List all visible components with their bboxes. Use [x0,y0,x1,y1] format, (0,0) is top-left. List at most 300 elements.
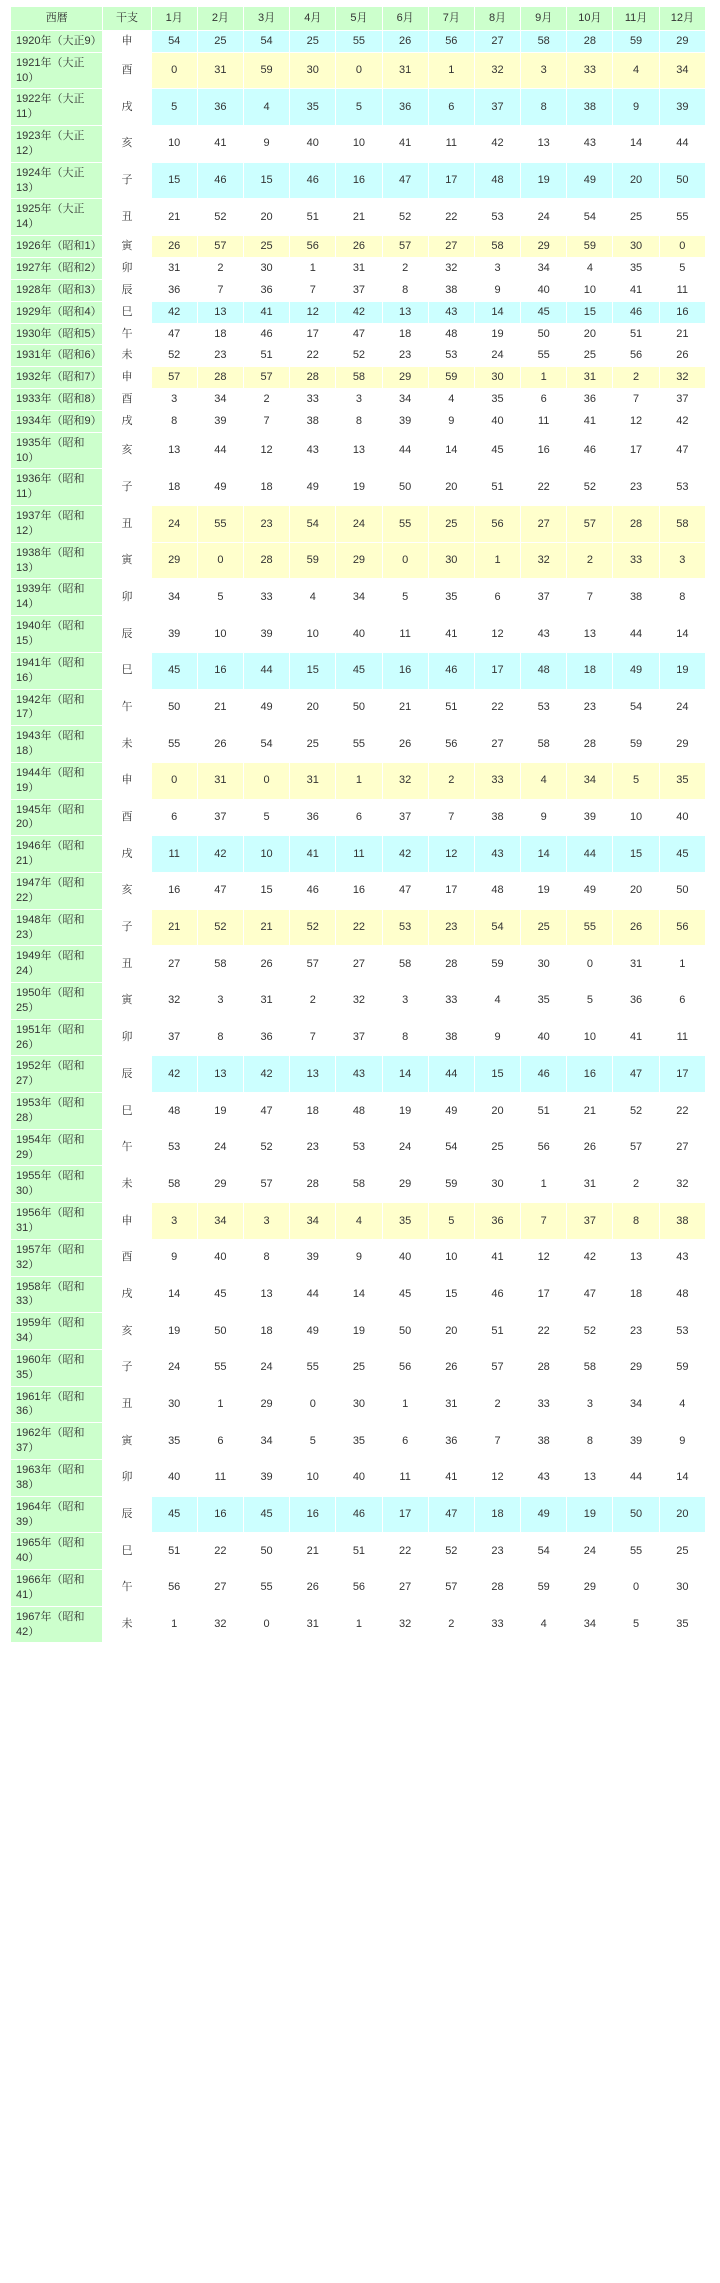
year-cell: 1934年（昭和9） [11,410,103,432]
month-value-cell: 42 [567,1239,613,1276]
month-value-cell: 5 [151,89,197,126]
month-value-cell: 46 [243,323,289,345]
month-value-cell: 9 [521,799,567,836]
month-value-cell: 52 [290,909,336,946]
eto-cell: 辰 [103,616,151,653]
month-value-cell: 22 [382,1533,428,1570]
year-cell: 1926年（昭和1） [11,236,103,258]
month-value-cell: 0 [197,542,243,579]
month-value-cell: 21 [567,1093,613,1130]
month-value-cell: 36 [290,799,336,836]
month-value-cell: 48 [521,652,567,689]
month-value-cell: 35 [336,1423,382,1460]
month-value-cell: 55 [613,1533,659,1570]
month-value-cell: 0 [567,946,613,983]
month-value-cell: 49 [567,162,613,199]
year-cell: 1942年（昭和17） [11,689,103,726]
month-value-cell: 42 [243,1056,289,1093]
month-value-cell: 15 [567,301,613,323]
eto-cell: 卯 [103,1019,151,1056]
month-value-cell: 31 [613,946,659,983]
eto-cell: 未 [103,1166,151,1203]
month-value-cell: 0 [243,1606,289,1643]
month-value-cell: 37 [382,799,428,836]
month-value-cell: 28 [567,726,613,763]
month-value-cell: 35 [659,762,705,799]
month-value-cell: 27 [197,1570,243,1607]
month-value-cell: 35 [382,1203,428,1240]
month-value-cell: 33 [567,52,613,89]
month-value-cell: 47 [659,432,705,469]
year-cell: 1946年（昭和21） [11,836,103,873]
month-value-cell: 22 [521,1313,567,1350]
month-value-cell: 50 [382,1313,428,1350]
month-value-cell: 16 [659,301,705,323]
eto-cell: 酉 [103,1239,151,1276]
month-value-cell: 47 [613,1056,659,1093]
month-value-cell: 15 [243,162,289,199]
month-value-cell: 47 [382,872,428,909]
month-value-cell: 17 [521,1276,567,1313]
month-value-cell: 44 [197,432,243,469]
eto-cell: 亥 [103,432,151,469]
month-value-cell: 22 [474,689,520,726]
eto-cell: 辰 [103,1496,151,1533]
month-value-cell: 5 [659,257,705,279]
month-value-cell: 51 [613,323,659,345]
month-value-cell: 17 [290,323,336,345]
month-value-cell: 27 [382,1570,428,1607]
column-header-0: 西暦 [11,7,103,31]
month-value-cell: 23 [428,909,474,946]
month-value-cell: 32 [521,542,567,579]
month-value-cell: 14 [474,301,520,323]
month-value-cell: 57 [474,1349,520,1386]
month-value-cell: 15 [428,1276,474,1313]
month-value-cell: 0 [336,52,382,89]
month-value-cell: 25 [290,726,336,763]
month-value-cell: 1 [197,1386,243,1423]
eto-cell: 戌 [103,836,151,873]
month-value-cell: 19 [521,162,567,199]
month-value-cell: 4 [290,579,336,616]
month-value-cell: 17 [428,162,474,199]
month-value-cell: 59 [567,236,613,258]
year-cell: 1933年（昭和8） [11,389,103,411]
month-value-cell: 13 [151,432,197,469]
month-value-cell: 1 [382,1386,428,1423]
month-value-cell: 55 [521,345,567,367]
month-value-cell: 23 [613,1313,659,1350]
month-value-cell: 13 [382,301,428,323]
month-value-cell: 58 [521,726,567,763]
month-value-cell: 36 [197,89,243,126]
month-value-cell: 31 [567,367,613,389]
month-value-cell: 32 [197,1606,243,1643]
month-value-cell: 43 [290,432,336,469]
month-value-cell: 10 [567,1019,613,1056]
month-value-cell: 27 [151,946,197,983]
month-value-cell: 3 [336,389,382,411]
month-value-cell: 55 [290,1349,336,1386]
month-value-cell: 6 [659,983,705,1020]
month-value-cell: 52 [197,199,243,236]
year-cell: 1930年（昭和5） [11,323,103,345]
month-value-cell: 58 [336,367,382,389]
year-cell: 1929年（昭和4） [11,301,103,323]
month-value-cell: 21 [197,689,243,726]
month-value-cell: 4 [613,52,659,89]
month-value-cell: 30 [290,52,336,89]
month-value-cell: 17 [659,1056,705,1093]
month-value-cell: 59 [613,726,659,763]
month-value-cell: 56 [382,1349,428,1386]
month-value-cell: 36 [613,983,659,1020]
month-value-cell: 22 [197,1533,243,1570]
month-value-cell: 58 [567,1349,613,1386]
month-value-cell: 15 [151,162,197,199]
month-value-cell: 5 [567,983,613,1020]
table-row [11,301,706,323]
month-value-cell: 3 [521,52,567,89]
month-value-cell: 52 [336,345,382,367]
month-value-cell: 33 [290,389,336,411]
month-value-cell: 36 [382,89,428,126]
eto-cell: 亥 [103,872,151,909]
month-value-cell: 42 [659,410,705,432]
month-value-cell: 28 [290,1166,336,1203]
year-cell: 1953年（昭和28） [11,1093,103,1130]
month-value-cell: 14 [382,1056,428,1093]
month-value-cell: 26 [197,726,243,763]
month-value-cell: 15 [290,652,336,689]
year-cell: 1921年（大正10） [11,52,103,89]
month-value-cell: 3 [567,1386,613,1423]
month-value-cell: 4 [659,1386,705,1423]
month-value-cell: 24 [382,1129,428,1166]
month-value-cell: 49 [290,1313,336,1350]
month-value-cell: 13 [613,1239,659,1276]
month-value-cell: 7 [521,1203,567,1240]
month-value-cell: 20 [243,199,289,236]
eto-cell: 申 [103,30,151,52]
month-value-cell: 16 [151,872,197,909]
month-value-cell: 22 [521,469,567,506]
eto-cell: 子 [103,469,151,506]
month-value-cell: 26 [290,1570,336,1607]
table-row [11,983,706,1020]
month-value-cell: 1 [290,257,336,279]
month-value-cell: 18 [290,1093,336,1130]
month-value-cell: 36 [567,389,613,411]
month-value-cell: 11 [382,616,428,653]
month-value-cell: 19 [382,1093,428,1130]
month-value-cell: 50 [151,689,197,726]
year-cell: 1937年（昭和12） [11,506,103,543]
month-value-cell: 55 [243,1570,289,1607]
month-value-cell: 24 [474,345,520,367]
month-value-cell: 9 [659,1423,705,1460]
month-value-cell: 47 [567,1276,613,1313]
month-value-cell: 32 [659,1166,705,1203]
month-value-cell: 19 [151,1313,197,1350]
month-value-cell: 27 [474,30,520,52]
month-value-cell: 32 [151,983,197,1020]
month-value-cell: 8 [521,89,567,126]
month-value-cell: 0 [151,52,197,89]
month-value-cell: 12 [474,616,520,653]
month-value-cell: 46 [428,652,474,689]
month-value-cell: 13 [336,432,382,469]
month-value-cell: 17 [474,652,520,689]
month-value-cell: 10 [567,279,613,301]
month-value-cell: 11 [382,1459,428,1496]
month-value-cell: 50 [382,469,428,506]
eto-cell: 巳 [103,1533,151,1570]
month-value-cell: 26 [243,946,289,983]
month-value-cell: 16 [336,872,382,909]
month-value-cell: 41 [197,126,243,163]
year-cell: 1958年（昭和33） [11,1276,103,1313]
month-value-cell: 4 [567,257,613,279]
month-value-cell: 30 [659,1570,705,1607]
month-value-cell: 18 [243,469,289,506]
table-row [11,1239,706,1276]
month-value-cell: 52 [197,909,243,946]
month-value-cell: 23 [567,689,613,726]
year-cell: 1966年（昭和41） [11,1570,103,1607]
year-cell: 1961年（昭和36） [11,1386,103,1423]
month-value-cell: 34 [151,579,197,616]
column-header-8: 7月 [428,7,474,31]
month-value-cell: 53 [474,199,520,236]
month-value-cell: 25 [243,236,289,258]
month-value-cell: 51 [474,1313,520,1350]
month-value-cell: 51 [521,1093,567,1130]
month-value-cell: 27 [336,946,382,983]
year-cell: 1943年（昭和18） [11,726,103,763]
month-value-cell: 41 [243,301,289,323]
table-row [11,52,706,89]
month-value-cell: 12 [613,410,659,432]
month-value-cell: 9 [613,89,659,126]
month-value-cell: 0 [290,1386,336,1423]
month-value-cell: 25 [428,506,474,543]
column-header-5: 4月 [290,7,336,31]
month-value-cell: 1 [521,367,567,389]
month-value-cell: 47 [382,162,428,199]
month-value-cell: 35 [474,389,520,411]
month-value-cell: 42 [474,126,520,163]
month-value-cell: 30 [474,1166,520,1203]
eto-cell: 午 [103,323,151,345]
month-value-cell: 29 [382,367,428,389]
column-header-7: 6月 [382,7,428,31]
month-value-cell: 57 [382,236,428,258]
month-value-cell: 49 [567,872,613,909]
column-header-4: 3月 [243,7,289,31]
month-value-cell: 14 [659,1459,705,1496]
year-cell: 1956年（昭和31） [11,1203,103,1240]
month-value-cell: 52 [151,345,197,367]
month-value-cell: 20 [474,1093,520,1130]
month-value-cell: 8 [659,579,705,616]
eto-cell: 未 [103,1606,151,1643]
month-value-cell: 37 [336,1019,382,1056]
month-value-cell: 58 [659,506,705,543]
month-value-cell: 19 [336,1313,382,1350]
month-value-cell: 23 [290,1129,336,1166]
month-value-cell: 24 [659,689,705,726]
eto-cell: 戌 [103,89,151,126]
table-row [11,946,706,983]
month-value-cell: 24 [336,506,382,543]
month-value-cell: 56 [151,1570,197,1607]
table-row [11,126,706,163]
month-value-cell: 12 [474,1459,520,1496]
month-value-cell: 7 [474,1423,520,1460]
month-value-cell: 53 [428,345,474,367]
month-value-cell: 14 [613,126,659,163]
month-value-cell: 3 [382,983,428,1020]
month-value-cell: 52 [613,1093,659,1130]
month-value-cell: 48 [428,323,474,345]
month-value-cell: 13 [197,301,243,323]
year-cell: 1936年（昭和11） [11,469,103,506]
month-value-cell: 38 [474,799,520,836]
year-cell: 1952年（昭和27） [11,1056,103,1093]
month-value-cell: 54 [243,726,289,763]
month-value-cell: 59 [290,542,336,579]
month-value-cell: 50 [521,323,567,345]
month-value-cell: 37 [567,1203,613,1240]
month-value-cell: 52 [567,1313,613,1350]
month-value-cell: 7 [290,1019,336,1056]
month-value-cell: 44 [290,1276,336,1313]
month-value-cell: 53 [521,689,567,726]
month-value-cell: 55 [567,909,613,946]
month-value-cell: 51 [243,345,289,367]
year-cell: 1947年（昭和22） [11,872,103,909]
month-value-cell: 29 [613,1349,659,1386]
month-value-cell: 58 [151,1166,197,1203]
eto-cell: 寅 [103,236,151,258]
month-value-cell: 19 [521,872,567,909]
table-row [11,30,706,52]
year-cell: 1959年（昭和34） [11,1313,103,1350]
month-value-cell: 18 [474,1496,520,1533]
month-value-cell: 10 [428,1239,474,1276]
year-cell: 1945年（昭和20） [11,799,103,836]
month-value-cell: 7 [567,579,613,616]
month-value-cell: 25 [521,909,567,946]
eto-cell: 午 [103,689,151,726]
month-value-cell: 3 [659,542,705,579]
month-value-cell: 33 [474,1606,520,1643]
year-cell: 1928年（昭和3） [11,279,103,301]
month-value-cell: 49 [613,652,659,689]
month-value-cell: 14 [336,1276,382,1313]
month-value-cell: 12 [243,432,289,469]
table-row [11,542,706,579]
month-value-cell: 40 [521,1019,567,1056]
month-value-cell: 9 [474,279,520,301]
month-value-cell: 29 [659,726,705,763]
month-value-cell: 30 [474,367,520,389]
column-header-13: 12月 [659,7,705,31]
table-row [11,1423,706,1460]
month-value-cell: 3 [243,1203,289,1240]
month-value-cell: 55 [659,199,705,236]
eto-cell: 午 [103,1570,151,1607]
table-row [11,1019,706,1056]
month-value-cell: 45 [659,836,705,873]
month-value-cell: 16 [290,1496,336,1533]
month-value-cell: 31 [428,1386,474,1423]
month-value-cell: 11 [336,836,382,873]
month-value-cell: 48 [336,1093,382,1130]
month-value-cell: 24 [197,1129,243,1166]
month-value-cell: 5 [243,799,289,836]
month-value-cell: 25 [336,1349,382,1386]
month-value-cell: 18 [613,1276,659,1313]
month-value-cell: 45 [521,301,567,323]
kanreki-table [10,6,706,1643]
month-value-cell: 4 [243,89,289,126]
month-value-cell: 30 [521,946,567,983]
month-value-cell: 45 [151,652,197,689]
month-value-cell: 17 [428,872,474,909]
year-cell: 1944年（昭和19） [11,762,103,799]
month-value-cell: 41 [382,126,428,163]
month-value-cell: 45 [151,1496,197,1533]
year-cell: 1940年（昭和15） [11,616,103,653]
month-value-cell: 53 [336,1129,382,1166]
month-value-cell: 20 [428,1313,474,1350]
month-value-cell: 38 [659,1203,705,1240]
month-value-cell: 11 [659,279,705,301]
column-header-1: 干支 [103,7,151,31]
eto-cell: 丑 [103,1386,151,1423]
month-value-cell: 2 [243,389,289,411]
month-value-cell: 1 [428,52,474,89]
month-value-cell: 27 [428,236,474,258]
month-value-cell: 35 [290,89,336,126]
month-value-cell: 47 [243,1093,289,1130]
month-value-cell: 29 [336,542,382,579]
table-row [11,236,706,258]
month-value-cell: 24 [151,506,197,543]
month-value-cell: 57 [243,1166,289,1203]
month-value-cell: 57 [567,506,613,543]
eto-cell: 亥 [103,126,151,163]
table-row [11,469,706,506]
month-value-cell: 16 [521,432,567,469]
month-value-cell: 19 [197,1093,243,1130]
month-value-cell: 26 [382,726,428,763]
month-value-cell: 49 [243,689,289,726]
eto-cell: 子 [103,162,151,199]
month-value-cell: 49 [428,1093,474,1130]
year-cell: 1931年（昭和6） [11,345,103,367]
month-value-cell: 48 [474,872,520,909]
year-cell: 1955年（昭和30） [11,1166,103,1203]
month-value-cell: 35 [613,257,659,279]
month-value-cell: 39 [243,1459,289,1496]
month-value-cell: 38 [567,89,613,126]
month-value-cell: 7 [613,389,659,411]
eto-cell: 卯 [103,579,151,616]
